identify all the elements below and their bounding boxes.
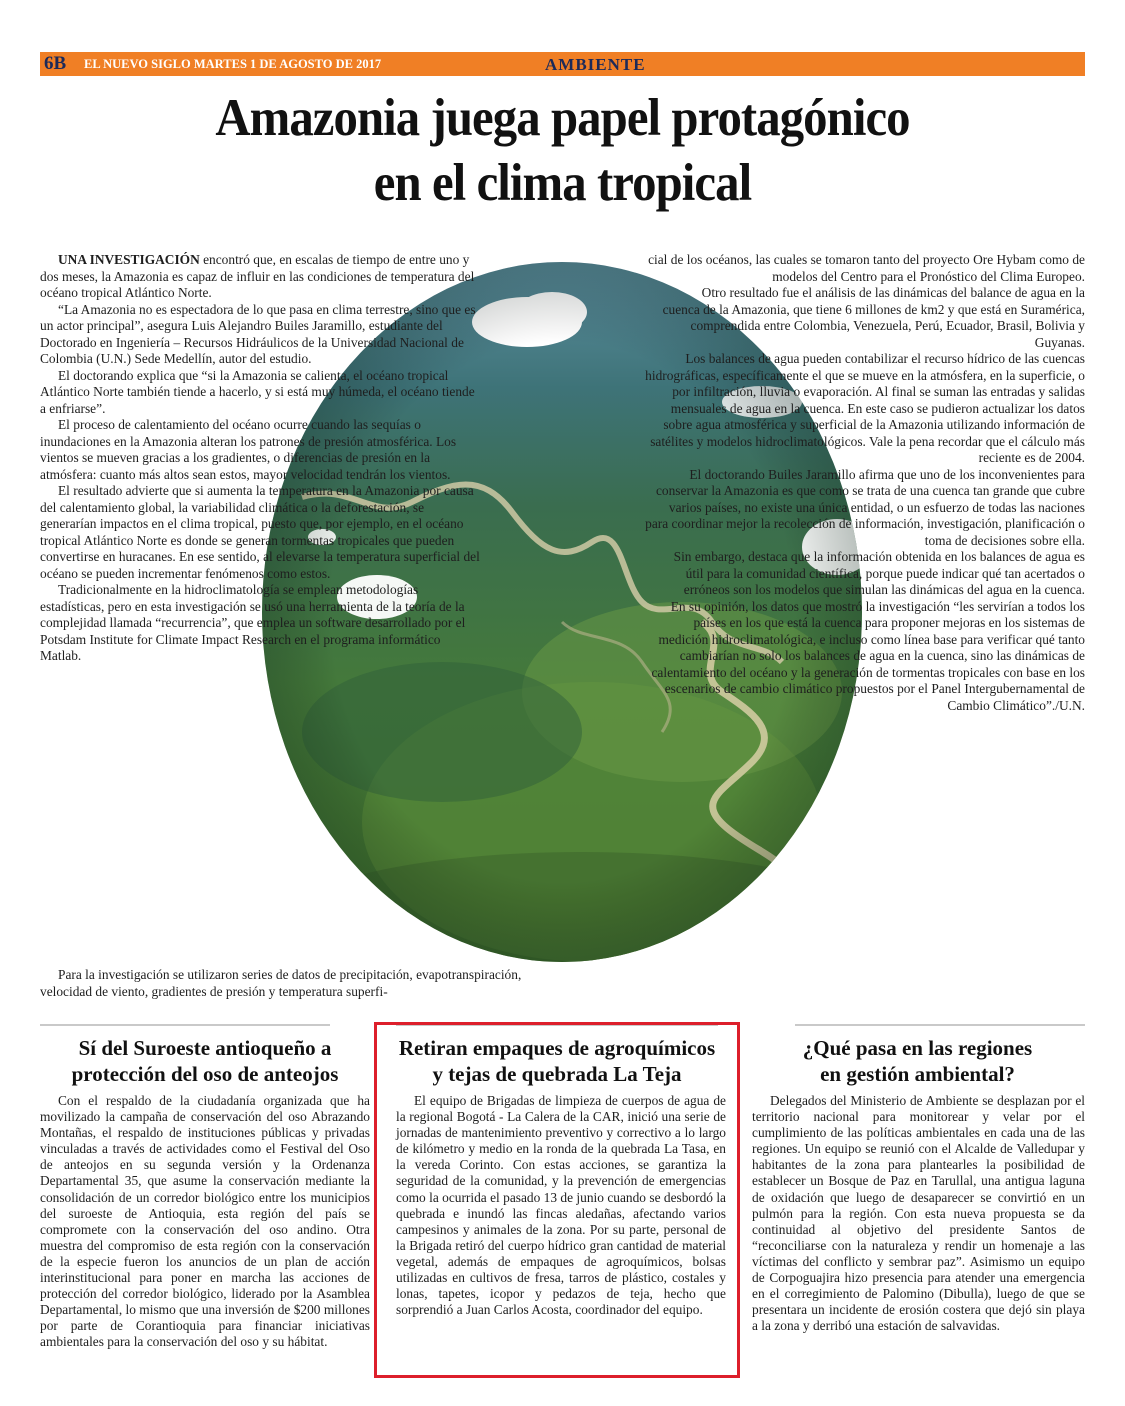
brief-title-line: ¿Qué pasa en las regiones bbox=[802, 1036, 1033, 1060]
article-paragraph: El doctorando Builes Jaramillo afirma que uno de los inconvenientes para conservar la Amazonia es que como se trata de una cuenca tan grande que cubre varios países, no existe una única entidad, o un esfuerzo de todas las naciones para coordinar mejor la recolección de información, investigación, planificación o toma de decisiones sobre ella. bbox=[645, 466, 1085, 548]
brief-title-line: en gestión ambiental? bbox=[820, 1061, 1015, 1086]
article-paragraph: cial de los océanos, las cuales se tomaron tanto del proyecto Ore Hybam como de modelos del Centro para el Pronóstico del Clima Europeo. bbox=[648, 252, 1085, 284]
article-paragraph: El resultado advierte que si aumenta la temperatura en la Amazonia por causa del calentamiento global, la variabilidad climática o la deforestación, se generarían impactos en el clima tropical, puesto que, por ejemplo, en el océano tropical Atlántico Norte es donde se generan tormentas tropicales que pueden convertirse en huracanes. En ese sentido, al elevarse la temperatura superficial del océano se pueden incrementar fenómenos como estos. bbox=[40, 483, 480, 581]
brief-title-oso bbox=[40, 1036, 370, 1087]
brief-title-line: protección del oso de anteojos bbox=[71, 1061, 339, 1086]
brief-title-la-teja bbox=[392, 1036, 722, 1087]
article-paragraph: Sin embargo, destaca que la información obtenida en los balances de agua es útil para la comunidad científica, porque puede indicar qué tan acertados o erróneos son los modelos que simulan las dinámicas del agua en la cuenca. bbox=[673, 549, 1085, 597]
article-paragraph: Tradicionalmente en la hidroclimatología se emplean metodologías estadísticas, pero en esta investigación se usó una herramienta de la teoría de la complejidad llamada “recurrencia”, que emplea un software desarrollado por el Potsdam Institute for Climate Impact Research en el programa informático Matlab. bbox=[40, 582, 466, 663]
article-lead-text: encontró que, en escalas de tiempo de entre uno y dos meses, la Amazonia es capaz de influir en las condiciones de temperatura del océano tropical Atlántico Norte. bbox=[40, 252, 475, 300]
article-column-left bbox=[40, 252, 480, 665]
brief-title-line: Sí del Suroeste antioqueño a bbox=[78, 1036, 332, 1060]
article-paragraph: Los balances de agua pueden contabilizar el recurso hídrico de las cuencas hidrográficas, específicamente el que se mueve en la atmósfera, en la superficie, o por infiltración, lluvia o evaporación. Al final se suman las entradas y salidas mensuales de agua en la cuenca. En este caso se pudieron actualizar los datos sobre agua atmosférica y superficial de la Amazonia utilizando información de satélites y modelos hidroclimatológicos. Vale la pena recordar que el cálculo más reciente es de 2004. bbox=[645, 351, 1085, 465]
section-header-bar bbox=[40, 52, 1085, 76]
masthead-date: EL NUEVO SIGLO MARTES 1 DE AGOSTO DE 2017 bbox=[84, 57, 382, 71]
article-paragraph: El proceso de calentamiento del océano ocurre cuando las sequías o inundaciones en la Amazonia alteran los patrones de presión atmosférica. Los vientos se mueven gracias a los gradientes, o diferencias de presión en la atmósfera: cuanto más altos sean estos, mayor velocidad tendrán los vientos. bbox=[40, 417, 457, 482]
article-paragraph: El doctorando explica que “si la Amazonia se calienta, el océano tropical Atlántico Norte también tiende a hacerlo, y si está muy húmeda, el océano tiende a enfriarse”. bbox=[40, 367, 475, 416]
article-paragraph: Para la investigación se utilizaron series de datos de precipitación, evapotranspiración, velocidad de viento, gradientes de presión y temperatura superfi- bbox=[40, 967, 522, 999]
article-paragraph: En su opinión, los datos que mostró la investigación “les servirían a todos los países en los que está la cuenca para proponer mejoras en los sistemas de medición hidroclimatológica, e incluso como línea base para verificar qué tanto cambiarían no solo los balances de agua en la cuenca, sino las dinámicas de calentamiento del océano y la generación de tormentas tropicales con base en los escenarios de cambio climático propuestos por el Panel Intergubernamental de Cambio Climático”./U.N. bbox=[651, 598, 1085, 713]
page-number: 6B bbox=[44, 53, 67, 74]
article-column-right bbox=[645, 252, 1085, 714]
brief-body-regiones bbox=[752, 1093, 1085, 1334]
article-lead: UNA INVESTIGACIÓN bbox=[58, 252, 200, 267]
brief-text: Delegados del Ministerio de Ambiente se desplazan por el territorio nacional para monitorear y velar por el cumplimiento de las políticas ambientales en cada una de las regiones. Un equipo se reunió con el Alcalde de Valledupar y habitantes de la zona para plantearles la posibilidad de establecer un Bosque de Paz en Tarullal, una antigua laguna de oxidación que luego de desaparecer se convirtió en un pulmón para la región. Con esta nueva propuesta se da continuidad al objetivo del presidente Santos de “reconciliarse con la naturaleza y rendir un homenaje a las víctimas del conflicto y sembrar paz”. Asimismo un equipo de Corpoguajira hizo presencia para atender una emergencia en el corregimiento de Palomino (Dibulla), luego de que se presentara un incidente de erosión costera que dejó sin playa a la zona y derribó una estación de salvavidas. bbox=[752, 1093, 1085, 1334]
divider bbox=[40, 1024, 330, 1026]
article-bottom-paragraph bbox=[40, 966, 552, 1000]
brief-title-line: y tejas de quebrada La Teja bbox=[432, 1061, 682, 1086]
brief-title-line: Retiran empaques de agroquímicos bbox=[398, 1036, 716, 1060]
headline-line-1: Amazonia juega papel protagónico bbox=[215, 89, 910, 147]
brief-text: El equipo de Brigadas de limpieza de cuerpos de agua de la regional Bogotá - La Calera de la CAR, inició una serie de jornadas de mantenimiento preventivo y correctivo a lo largo de kilómetro y medio en la ronda de la quebrada La Tasa, en la vereda Corinto. Con estas acciones, se garantiza la seguridad de la comunidad, y la prevención de emergencias como la ocurrida el pasado 13 de junio cuando se desbordó la quebrada e inundó las fincas aledañas, afectando varios campesinos y animales de la zona. Por su parte, personal de la Brigada retiró del cuerpo hídrico gran cantidad de material vegetal, además de empaques de agroquímicos, bolsas utilizadas en cultivos de fresa, tarros de plástico, costales y lonas, tapetes, icopor y pedazos de teja, hecho que sorprendió a Juan Carlos Acosta, coordinador del equipo. bbox=[396, 1093, 726, 1318]
article-paragraph: Otro resultado fue el análisis de las dinámicas del balance de agua en la cuenca de la Amazonia, que tiene 6 millones de km2 y que está en Suramérica, comprendida entre Colombia, Venezuela, Perú, Ecuador, Brasil, Bolivia y Guyanas. bbox=[662, 285, 1085, 350]
brief-body-oso bbox=[40, 1093, 370, 1351]
divider bbox=[795, 1024, 1085, 1026]
headline-line-2: en el clima tropical bbox=[373, 154, 752, 213]
headline bbox=[82, 86, 1043, 216]
article-paragraph bbox=[40, 252, 480, 302]
section-name: AMBIENTE bbox=[545, 55, 646, 74]
article-paragraph: “La Amazonia no es espectadora de lo que pasa en clima terrestre, sino que es un actor principal”, asegura Luis Alejandro Builes Jaramillo, estudiante del Doctorado en Ingeniería – Recursos Hidráulicos de la Universidad Nacional de Colombia (U.N.) Sede Medellín, autor del estudio. bbox=[40, 301, 476, 366]
brief-body-la-teja bbox=[396, 1093, 726, 1318]
brief-title-regiones bbox=[750, 1036, 1085, 1087]
brief-text: Con el respaldo de la ciudadanía organizada que ha movilizado la campaña de conservación del oso Abrazando Montañas, el respaldo de instituciones públicas y privadas vinculadas a través de actividades como el Festival del Oso de anteojos en su segunda versión y la Ordenanza Departamental 35, que asume la conservación mediante la consolidación de un corredor biológico entre los municipios del suroeste de Antioquia, esta región del país se compromete con la conservación del oso andino. Otra muestra del compromiso de esta región con la conservación de la especie fueron los anuncios de un plan de acción interinstitucional para poner en marcha las acciones de protección del corredor biológico, liderado por la Asamblea Departamental, lo mismo que una inversión de $200 millones por parte de Corantioquia para financiar iniciativas ambientales para la conservación del oso y su hábitat. bbox=[40, 1093, 370, 1350]
